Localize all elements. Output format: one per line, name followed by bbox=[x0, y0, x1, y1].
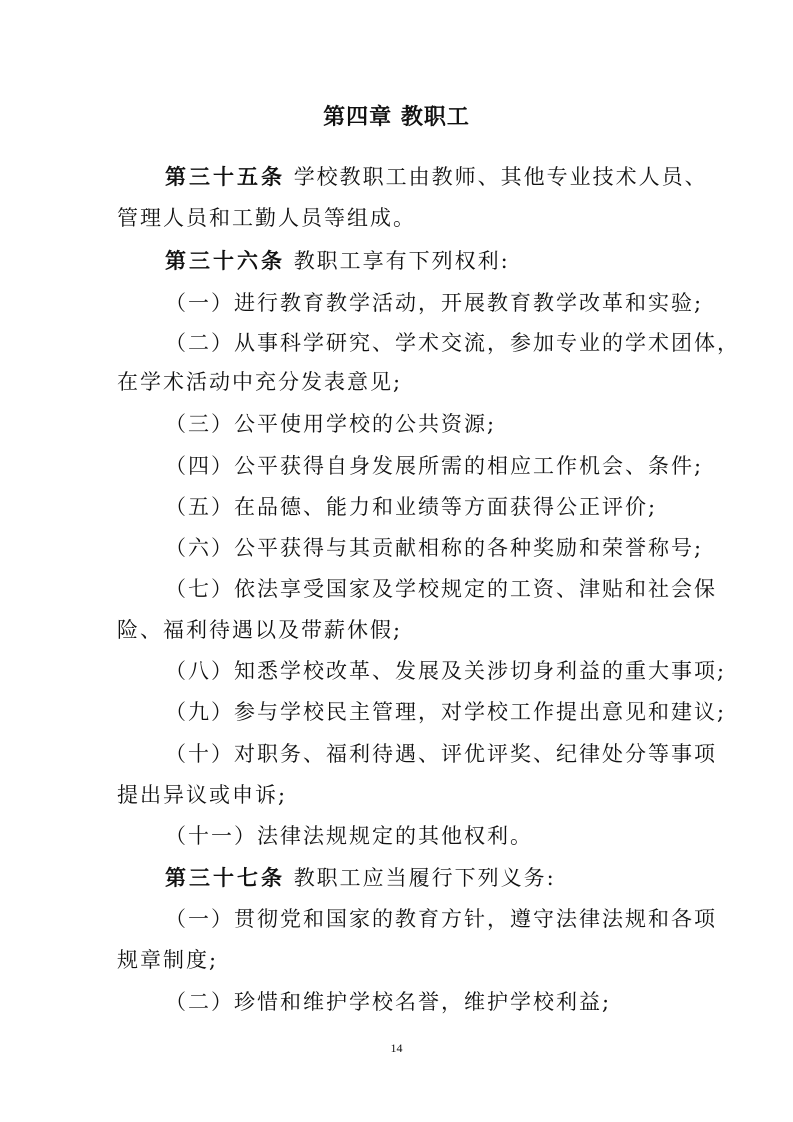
page-number: 14 bbox=[390, 1041, 403, 1055]
article-37-item: （二）珍惜和维护学校名誉，维护学校利益; bbox=[165, 990, 612, 1014]
article-36-item: （十一）法律法规规定的其他权利。 bbox=[165, 824, 533, 848]
article-35-line-2: 管理人员和工勤人员等组成。 bbox=[117, 206, 416, 230]
article-37-item: （一）贯彻党和国家的教育方针，遵守法律法规和各项 bbox=[165, 907, 717, 931]
article-36-item: （一）进行教育教学活动，开展教育教学改革和实验; bbox=[165, 291, 704, 315]
article-36-item: （八）知悉学校改革、发展及关涉切身利益的重大事项; bbox=[165, 659, 727, 683]
article-35-line-1 bbox=[165, 167, 708, 188]
article-36-item-continuation: 险、福利待遇以及带薪休假; bbox=[117, 618, 403, 642]
article-35-number: 第三十五条 bbox=[165, 165, 285, 189]
article-36-item: （九）参与学校民主管理，对学校工作提出意见和建议; bbox=[165, 700, 727, 724]
article-36-item: （五）在品德、能力和业绩等方面获得公正评价; bbox=[165, 495, 658, 519]
chapter-title: 第四章 教职工 bbox=[323, 105, 470, 130]
article-36-item: （二）从事科学研究、学术交流，参加专业的学术团体， bbox=[165, 331, 740, 355]
article-36-item-continuation: 在学术活动中充分发表意见; bbox=[117, 370, 403, 394]
article-37-intro: 教职工应当履行下列义务: bbox=[293, 866, 556, 890]
article-36-number: 第三十六条 bbox=[165, 249, 285, 273]
article-36-item-continuation: 提出异议或申诉; bbox=[117, 783, 288, 807]
article-36-intro: 教职工享有下列权利: bbox=[293, 249, 510, 273]
article-36-item: （四）公平获得自身发展所需的相应工作机会、条件; bbox=[165, 454, 704, 478]
article-36-item: （六）公平获得与其贡献相称的各种奖励和荣誉称号; bbox=[165, 536, 704, 560]
article-36-item: （三）公平使用学校的公共资源; bbox=[165, 412, 497, 436]
article-37-item-continuation: 规章制度; bbox=[117, 948, 219, 972]
article-36-item: （七）依法享受国家及学校规定的工资、津贴和社会保 bbox=[165, 577, 717, 601]
article-36-item: （十）对职务、福利待遇、评优评奖、纪律处分等事项 bbox=[165, 742, 717, 766]
article-37-line-1 bbox=[165, 868, 556, 889]
article-35-text: 学校教职工由教师、其他专业技术人员、 bbox=[293, 165, 708, 189]
article-37-number: 第三十七条 bbox=[165, 866, 285, 890]
article-36-line-1 bbox=[165, 251, 510, 272]
